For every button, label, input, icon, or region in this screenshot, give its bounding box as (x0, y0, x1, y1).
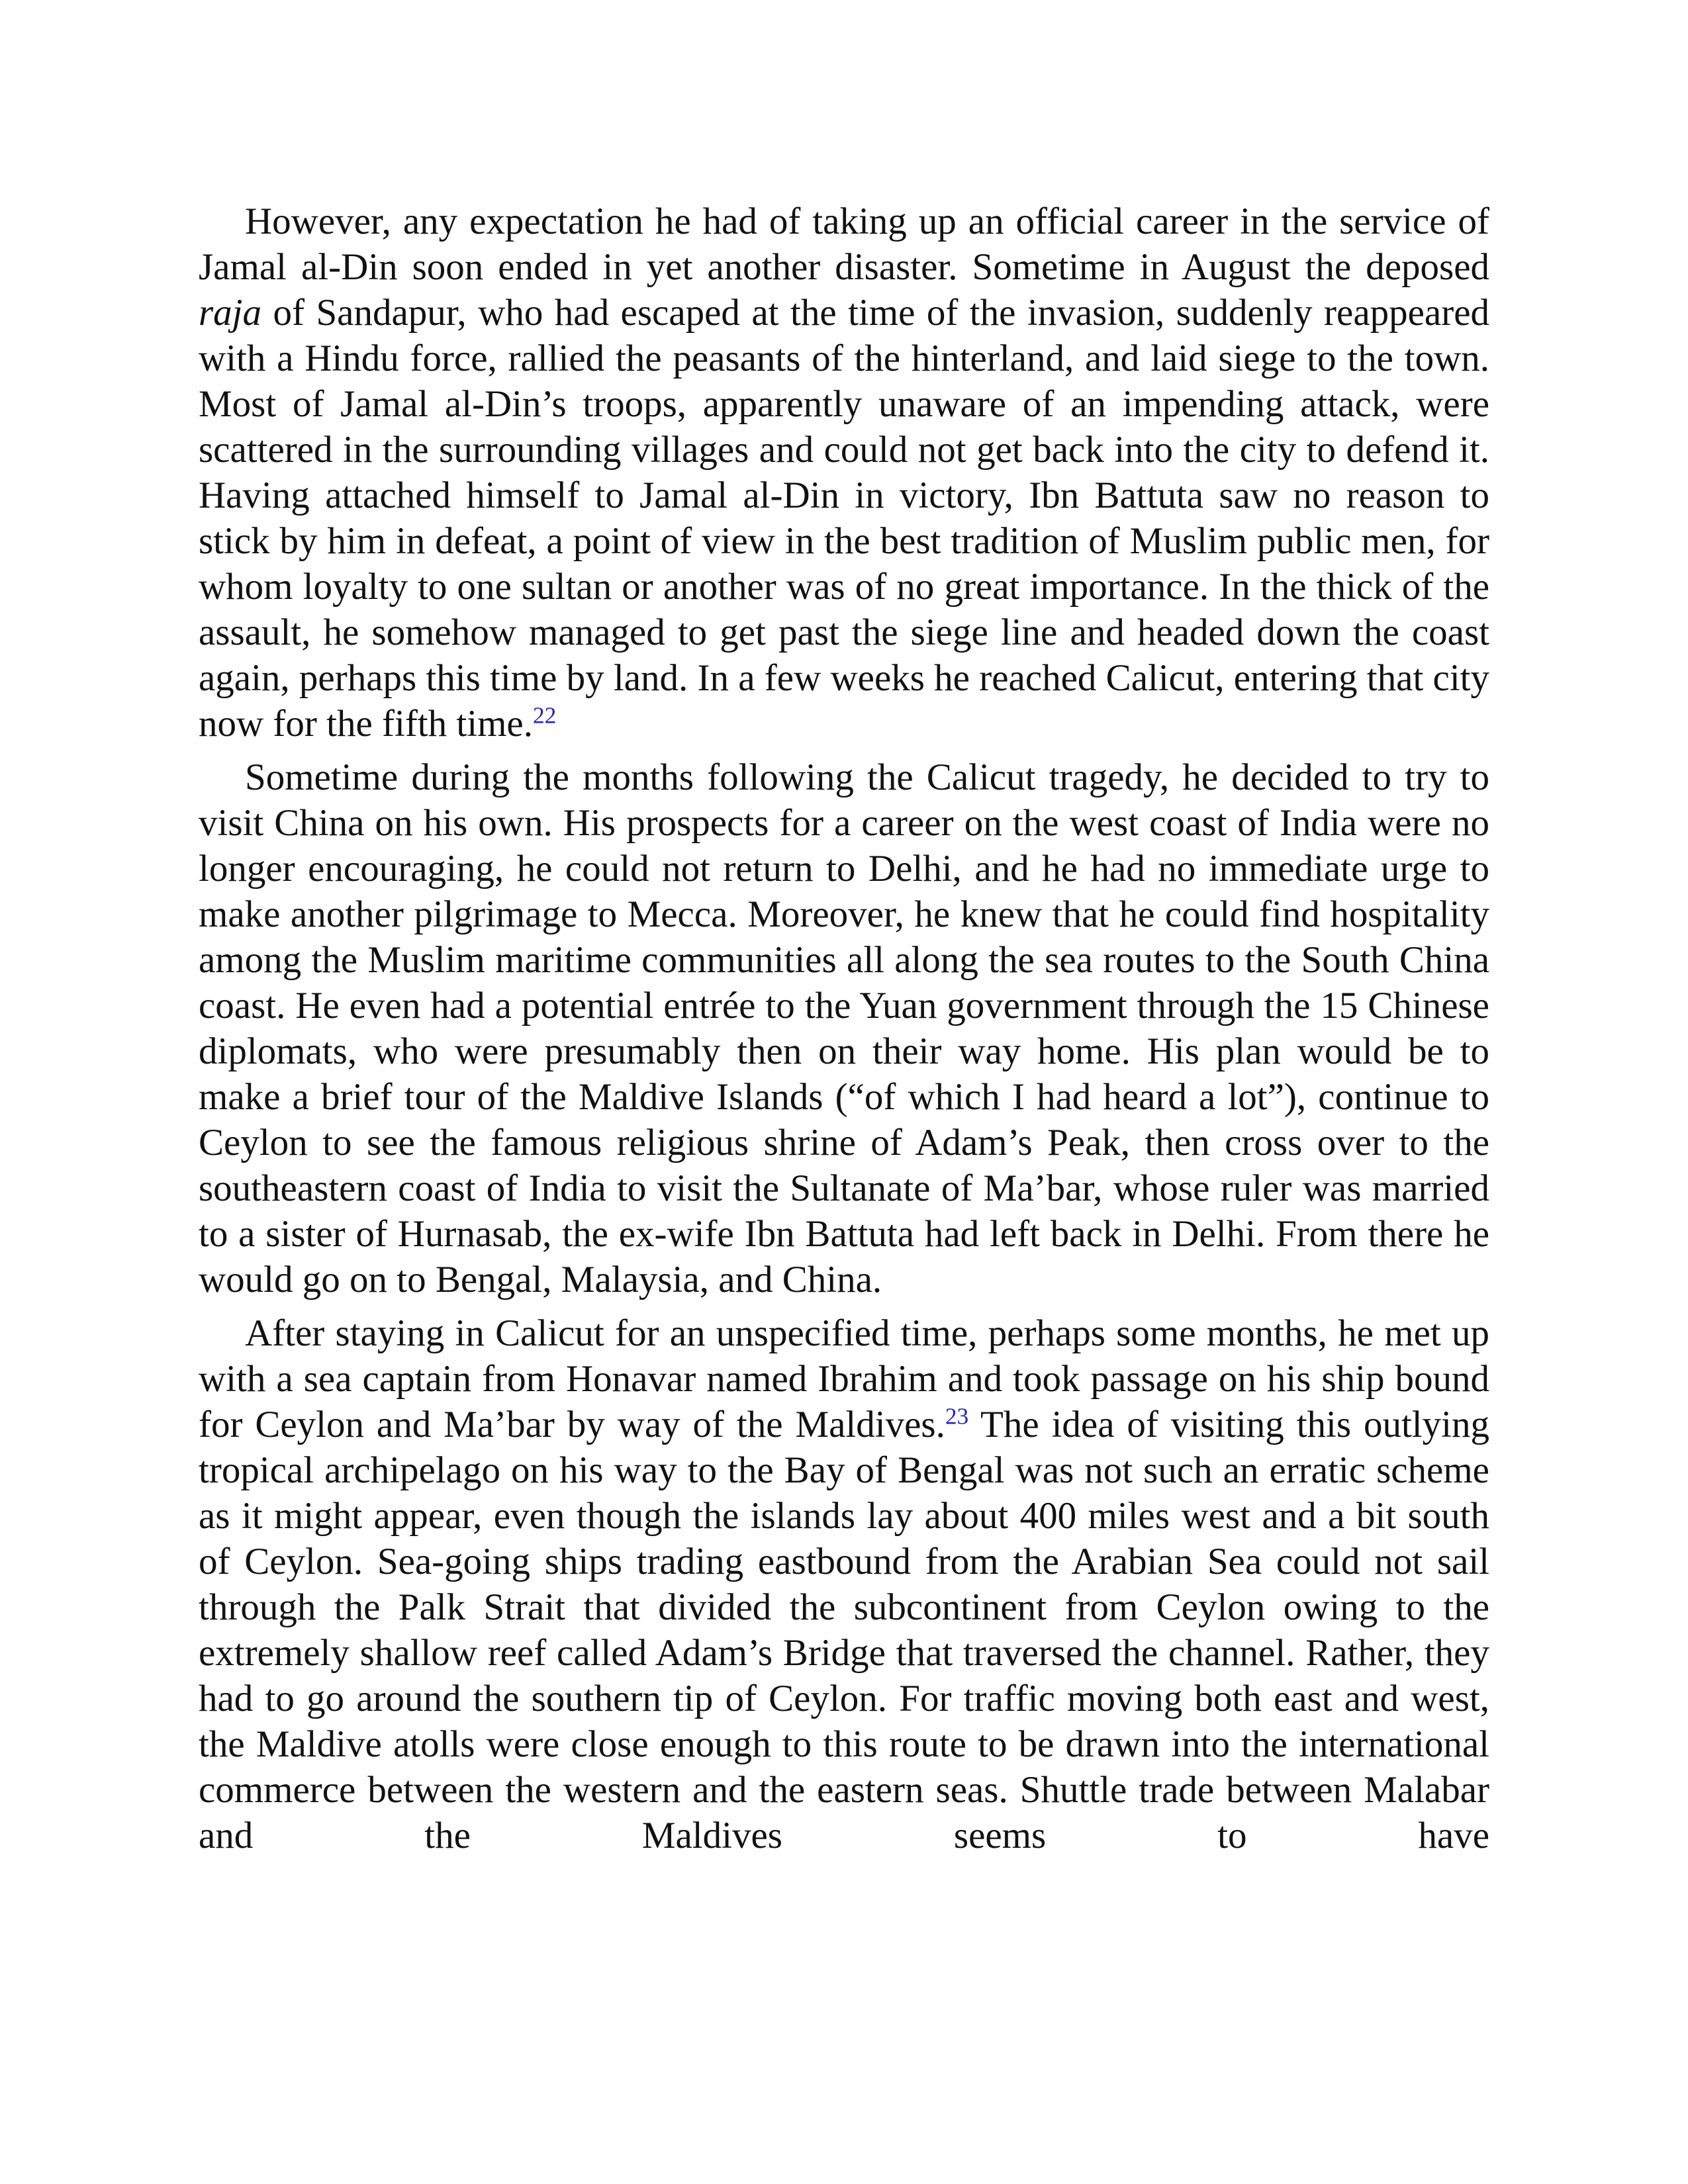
paragraph (199, 199, 1489, 747)
text-run: of Sandapur, who had escaped at the time of the invasion, suddenly reappeared with a Hindu force, rallied the peasants of the hinterland, and laid siege to the town. Most of Jamal al-Din’s troops, apparently unaware of an impending attack, were scattered in the surrounding villages and could not get back into the city to defend it. Having attached himself to Jamal al-Din in victory, Ibn Battuta saw no reason to stick by him in defeat, a point of view in the best tradition of Muslim public men, for whom loyalty to one sultan or another was of no great importance. In the thick of the assault, he somehow managed to get past the siege line and headed down the coast again, perhaps this time by land. In a few weeks he reached Calicut, entering that city now for the fifth time. (199, 292, 1489, 745)
text-run: However, any expectation he had of taking up an official career in the service of Jamal al-Din soon ended in yet another disaster. Sometime in August the deposed (199, 201, 1489, 288)
text-run: Sometime during the months following the Calicut tragedy, he decided to try to visit China on his own. His prospects for a career on the west coast of India were no longer encouraging, he could not return to Delhi, and he had no immediate urge to make another pilgrimage to Mecca. Moreover, he knew that he could find hospitality among the Muslim maritime communities all along the sea routes to the South China coast. He even had a potential entrée to the Yuan government through the 15 Chinese diplomats, who were presumably then on their way home. His plan would be to make a brief tour of the Maldive Islands (“of which I had heard a lot”), continue to Ceylon to see the famous religious shrine of Adam’s Peak, then cross over to the southeastern coast of India to visit the Sultanate of Ma’bar, whose ruler was married to a sister of Hurnasab, the ex-wife Ibn Battuta had left back in Delhi. From there he would go on to Bengal, Malaysia, and China. (199, 756, 1489, 1300)
text-run: After staying in Calicut for an unspecified time, perhaps some months, he met up with a sea captain from Honavar named Ibrahim and took passage on his ship bound for Ceylon and Ma’bar by way of the Maldives. (199, 1312, 1489, 1445)
text-run: The idea of visiting this outlying tropical archipelago on his way to the Bay of Bengal was not such an erratic scheme as it might appear, even though the islands lay about 400 miles west and a bit south of Ceylon. Sea-going ships trading eastbound from the Arabian Sea could not sail through the Palk Strait that divided the subcontinent from Ceylon owing to the extremely shallow reef called Adam’s Bridge that traversed the channel. Rather, they had to go around the southern tip of Ceylon. For traffic moving both east and west, the Maldive atolls were close enough to this route to be drawn into the international commerce between the western and the eastern seas. Shuttle trade between Malabar and the Maldives seems to have (199, 1404, 1489, 1856)
footnote-ref[interactable]: 22 (532, 702, 557, 729)
paragraph (199, 754, 1489, 1302)
footnote-ref[interactable]: 23 (945, 1403, 969, 1430)
paragraph (199, 1310, 1489, 1858)
body-text (199, 199, 1489, 1866)
italic-term: raja (199, 292, 262, 334)
